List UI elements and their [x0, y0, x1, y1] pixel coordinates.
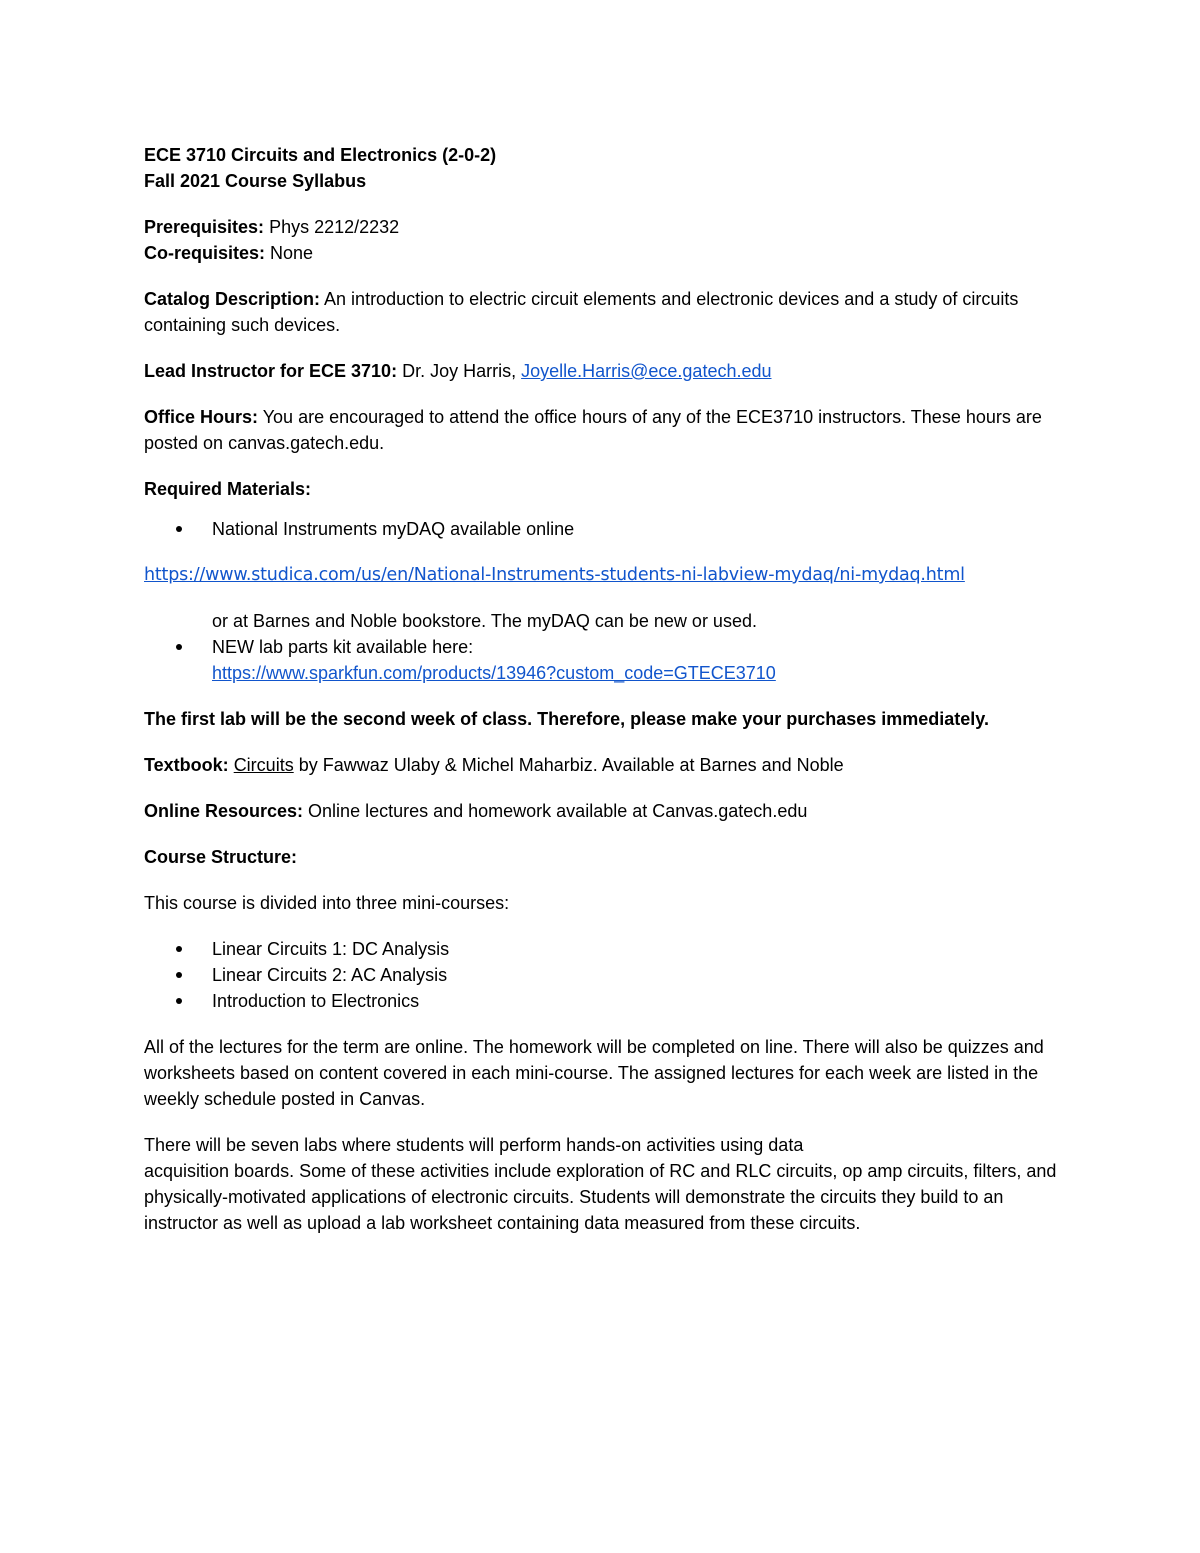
- labs-paragraph-rest: acquisition boards. Some of these activities include exploration of RC and RLC circuits, op amp circuits, filters, and physically-motivated applications of electronic circuits. Students will demonstrate the circuits they build to an instructor as well as upload a lab worksheet containing data measured from these circuits.: [144, 1161, 1057, 1233]
- course-title: ECE 3710 Circuits and Electronics (2-0-2): [144, 145, 497, 165]
- mini-course-1: Linear Circuits 1: DC Analysis: [212, 939, 450, 959]
- corequisites-label: Co-requisites:: [144, 243, 266, 263]
- bullet-icon: [176, 972, 182, 978]
- course-subtitle: Fall 2021 Course Syllabus: [144, 171, 367, 191]
- online-resources: [144, 798, 1064, 824]
- sparkfun-link[interactable]: https://www.sparkfun.com/products/13946?custom_code=GTECE3710: [212, 663, 776, 683]
- corequisites-value: None: [265, 243, 314, 263]
- online-resources-value: Online lectures and homework available at Canvas.gatech.edu: [303, 801, 808, 821]
- instructor-name: Dr. Joy Harris,: [397, 361, 522, 381]
- office-hours-label: Office Hours:: [144, 407, 259, 427]
- textbook-title: Circuits: [233, 755, 294, 775]
- labs-paragraph-line1: There will be seven labs where students will perform hands-on activities using data: [144, 1135, 804, 1155]
- catalog-description: [144, 286, 1064, 338]
- catalog-label: Catalog Description:: [144, 289, 321, 309]
- material-mydaq: National Instruments myDAQ available online: [212, 519, 575, 539]
- prerequisites: [144, 214, 1064, 240]
- corequisites: [144, 240, 1064, 266]
- prerequisites-value: Phys 2212/2232: [264, 217, 400, 237]
- catalog-value: An introduction to electric circuit elements and electronic devices and a study of circuits containing such devices.: [144, 289, 1019, 335]
- mini-course-3: Introduction to Electronics: [212, 991, 420, 1011]
- bullet-icon: [176, 644, 182, 650]
- bullet-icon: [176, 526, 182, 532]
- online-resources-label: Online Resources:: [144, 801, 304, 821]
- office-hours: [144, 404, 1064, 456]
- mini-course-list: [144, 936, 1064, 1014]
- textbook-label: Textbook:: [144, 755, 229, 775]
- mini-course-2: Linear Circuits 2: AC Analysis: [212, 965, 448, 985]
- list-item: [144, 962, 1064, 988]
- bullet-icon: [176, 998, 182, 1004]
- list-item: [144, 516, 1064, 542]
- list-item: [144, 936, 1064, 962]
- first-lab-notice: The first lab will be the second week of class. Therefore, please make your purchases immediately.: [144, 709, 989, 729]
- materials-list-1: [144, 516, 1064, 542]
- material-parts-kit: NEW lab parts kit available here:: [212, 637, 474, 657]
- prerequisites-label: Prerequisites:: [144, 217, 265, 237]
- lead-instructor: [144, 358, 1064, 384]
- textbook: [144, 752, 1064, 778]
- labs-paragraph: [144, 1132, 1064, 1236]
- course-structure-label: Course Structure:: [144, 847, 298, 867]
- textbook-value: by Fawwaz Ulaby & Michel Maharbiz. Available at Barnes and Noble: [293, 755, 844, 775]
- bullet-icon: [176, 946, 182, 952]
- studica-link[interactable]: https://www.studica.com/us/en/National-Instruments-students-ni-labview-mydaq/ni-mydaq.html: [144, 565, 965, 585]
- syllabus-content: [144, 142, 1064, 1236]
- material-mydaq-continued: or at Barnes and Noble bookstore. The myDAQ can be new or used.: [212, 611, 757, 631]
- required-materials-label: Required Materials:: [144, 479, 312, 499]
- course-structure-intro: This course is divided into three mini-courses:: [144, 893, 510, 913]
- instructor-email-link[interactable]: Joyelle.Harris@ece.gatech.edu: [521, 361, 772, 381]
- lectures-paragraph: All of the lectures for the term are online. The homework will be completed on line. There will also be quizzes and worksheets based on content covered in each mini-course. The assigned lectures for each week are listed in the weekly schedule posted in Canvas.: [144, 1037, 1044, 1109]
- list-item: [144, 988, 1064, 1014]
- office-hours-value: You are encouraged to attend the office hours of any of the ECE3710 instructors. These hours are posted on canvas.gatech.edu.: [144, 407, 1042, 453]
- materials-list-2: [144, 634, 1064, 660]
- list-item: [144, 634, 1064, 660]
- instructor-label: Lead Instructor for ECE 3710:: [144, 361, 398, 381]
